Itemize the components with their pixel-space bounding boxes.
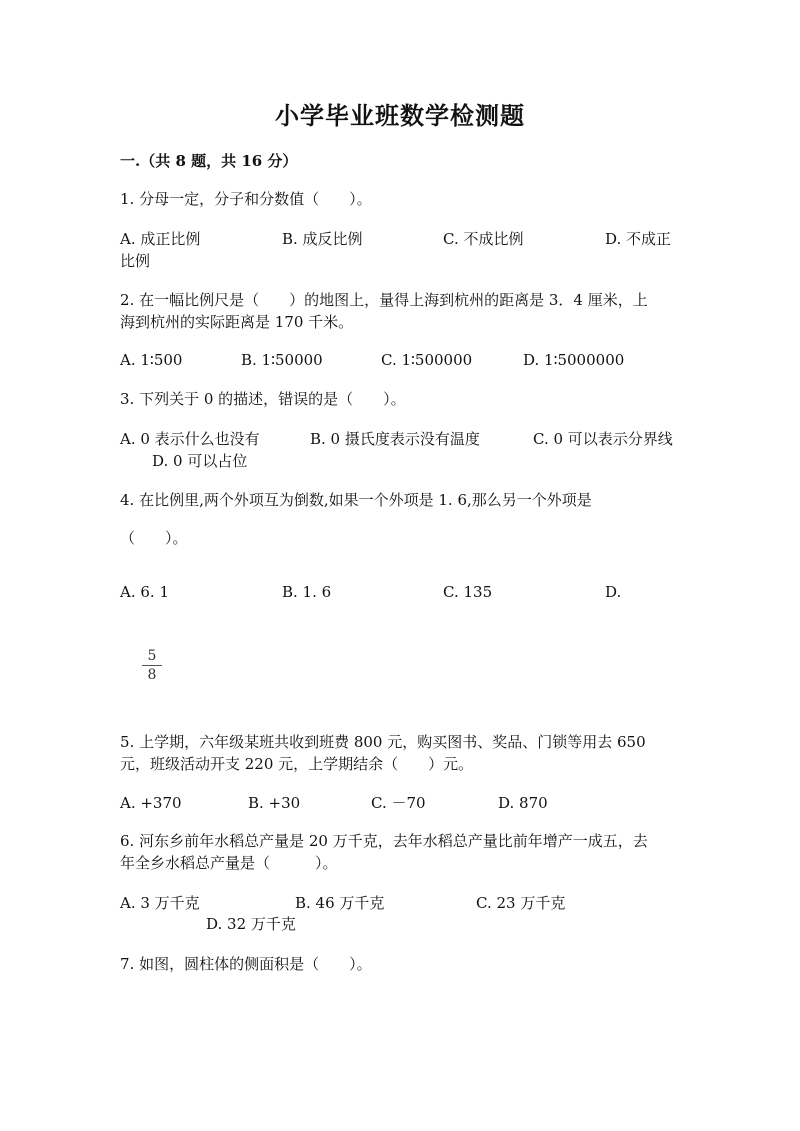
question-4-option-a: A. 6. 1: [120, 583, 169, 601]
question-6-option-b: B. 46 万千克: [295, 894, 385, 912]
question-4-option-d-fraction: [142, 648, 162, 683]
question-7-stem: 7. 如图，圆柱体的侧面积是（ ）。: [120, 955, 372, 973]
question-6-option-a: A. 3 万千克: [120, 894, 200, 912]
question-2-stem-line2: 海到杭州的实际距离是 170 千米。: [120, 313, 354, 331]
question-3-stem: 3. 下列关于 0 的描述，错误的是（ ）。: [120, 390, 406, 408]
question-6-stem-line1: 6. 河东乡前年水稻总产量是 20 万千克，去年水稻总产量比前年增产一成五，去: [120, 832, 648, 850]
question-1-option-d-wrap: 比例: [120, 252, 151, 270]
question-2-option-c: C. 1∶500000: [381, 351, 473, 369]
question-6-option-d: D. 32 万千克: [206, 915, 296, 933]
question-1-stem: 1. 分母一定，分子和分数值（ ）。: [120, 190, 372, 208]
question-5-option-d: D. 870: [498, 794, 548, 812]
question-4-option-b: B. 1. 6: [282, 583, 332, 601]
question-5-stem-line2: 元，班级活动开支 220 元，上学期结余（ ）元。: [120, 755, 474, 773]
question-3-option-d: D. 0 可以占位: [152, 452, 248, 470]
fraction-bar: [142, 665, 162, 666]
question-5-option-c: C. －70: [371, 794, 426, 812]
question-1-option-d: D. 不成正: [605, 230, 672, 248]
question-5-option-a: A. +370: [120, 794, 182, 812]
question-2-option-b: B. 1∶50000: [241, 351, 323, 369]
question-5-option-b: B. +30: [248, 794, 301, 812]
question-4-stem-line1: 4. 在比例里,两个外项互为倒数,如果一个外项是 1. 6,那么另一个外项是: [120, 491, 592, 509]
question-3-option-a: A. 0 表示什么也没有: [120, 430, 260, 448]
question-1-option-b: B. 成反比例: [282, 230, 363, 248]
section-heading: 一.（共 8 题，共 16 分）: [120, 152, 298, 170]
question-4-stem-line2: （ ）。: [120, 529, 188, 547]
question-1-option-c: C. 不成比例: [443, 230, 524, 248]
question-6-option-c: C. 23 万千克: [476, 894, 566, 912]
fraction-numerator: 5: [147, 648, 157, 664]
question-4-option-d: D.: [605, 583, 622, 601]
question-6-stem-line2: 年全乡水稻总产量是（ ）。: [120, 854, 338, 872]
fraction-denominator: 8: [147, 667, 157, 683]
question-2-option-a: A. 1∶500: [120, 351, 183, 369]
question-3-option-b: B. 0 摄氏度表示没有温度: [310, 430, 480, 448]
question-3-option-c: C. 0 可以表示分界线: [533, 430, 673, 448]
question-4-option-c: C. 135: [443, 583, 493, 601]
page-title: 小学毕业班数学检测题: [275, 101, 525, 130]
question-2-option-d: D. 1∶5000000: [523, 351, 625, 369]
question-2-stem-line1: 2. 在一幅比例尺是（ ）的地图上，量得上海到杭州的距离是 3．4 厘米，上: [120, 291, 648, 309]
question-5-stem-line1: 5. 上学期，六年级某班共收到班费 800 元，购买图书、奖品、门锁等用去 650: [120, 733, 646, 751]
question-1-option-a: A. 成正比例: [120, 230, 201, 248]
